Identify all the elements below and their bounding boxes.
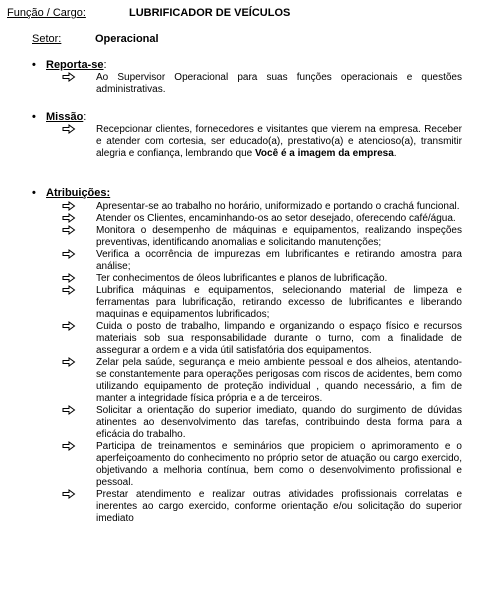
missao-items (32, 124, 462, 160)
list-item (32, 321, 462, 357)
list-item (32, 213, 462, 225)
list-item (32, 124, 462, 160)
list-item-text (96, 124, 462, 160)
section-title-missao (32, 111, 462, 124)
arrow-right-icon (62, 321, 76, 331)
list-item-text: Ter conhecimentos de óleos lubrificantes e planos de lubrificação. (96, 273, 388, 284)
arrow-right-icon (62, 405, 76, 415)
list-item-text: Participa de treinamentos e seminários que propiciem o aprimoramento e o aperfeiçoamento do conhecimento no próprio setor de atuação ou cargo exercido, objetivando a melhoria contínua, bem como o desenvolvimento profissional e pessoal. (96, 441, 462, 488)
list-item-text: Prestar atendimento e realizar outras atividades profissionais correlatas e inerentes ao cargo exercido, conforme orientação e/ou solicitação do superior imediato (96, 489, 462, 524)
list-item (32, 225, 462, 249)
sector-row (32, 33, 159, 46)
list-item (32, 405, 462, 441)
list-item (32, 249, 462, 273)
section-title-colon: : (103, 59, 107, 71)
arrow-right-icon (62, 225, 76, 235)
arrow-right-icon (62, 357, 76, 367)
section-title-atribuicoes (32, 187, 462, 200)
section-title-text: Reporta-se (46, 59, 104, 71)
section-title-colon: : (83, 111, 87, 123)
arrow-right-icon (62, 124, 76, 134)
list-item (32, 72, 462, 96)
list-item (32, 201, 462, 213)
list-item (32, 273, 462, 285)
list-item-text: Lubrifica máquinas e equipamentos, selecionando material de limpeza e ferramentas para lubrificação, retirando excesso de lubrificantes e liberando maquinas e equipamentos lubrificados; (96, 285, 462, 320)
list-item-text: Cuida o posto de trabalho, limpando e organizando o espaço físico e recursos materiais sob sua responsabilidade durante o turno, com a finalidade de assegurar a ordem e a vida útil satisfatória dos equipamentos. (96, 321, 462, 356)
list-item-text: Ao Supervisor Operacional para suas funções operacionais e questões administrativas. (96, 72, 462, 95)
job-title-value: LUBRIFICADOR DE VEÍCULOS (129, 7, 291, 19)
list-item-text: Atender os Clientes, encaminhando-os ao setor desejado, oferecendo café/água. (96, 213, 456, 224)
atribuicoes-items (32, 201, 462, 525)
sector-label: Setor: (32, 33, 62, 45)
list-item-text: Solicitar a orientação do superior imediato, quando do surgimento de dúvidas atinentes ao desenvolvimento das tarefas, contribuindo desta forma para a eficácia do trabalho. (96, 405, 462, 440)
job-title-row (7, 7, 291, 20)
arrow-right-icon (62, 249, 76, 259)
missao-emphasis: Você é a imagem da empresa (255, 148, 394, 159)
list-item (32, 285, 462, 321)
section-atribuicoes (32, 187, 462, 525)
missao-end: . (393, 148, 397, 159)
missao-text: Recepcionar clientes, fornecedores e visitantes que vierem na empresa. Receber e atender com cortesia, ser educado(a), prestativo(a) e atencioso(a), transmitir alegria e confiança, lembrando que (96, 124, 462, 159)
list-item-text: Verifica a ocorrência de impurezas em lubrificantes e retirando amostra para análise; (96, 249, 462, 272)
round-bullet-icon: • (32, 187, 36, 199)
list-item (32, 441, 462, 489)
arrow-right-icon (62, 213, 76, 223)
list-item (32, 489, 462, 525)
list-item-text: Apresentar-se ao trabalho no horário, uniformizado e portando o crachá funcional. (96, 201, 460, 212)
arrow-right-icon (62, 201, 76, 211)
section-reporta (32, 59, 462, 96)
section-title-text: Atribuições: (46, 187, 111, 199)
round-bullet-icon: • (32, 111, 36, 123)
reporta-items (32, 72, 462, 96)
list-item (32, 357, 462, 405)
arrow-right-icon (62, 273, 76, 283)
sector-value: Operacional (95, 33, 159, 45)
section-title-reporta (32, 59, 462, 72)
section-missao (32, 111, 462, 160)
job-title-label: Função / Cargo: (7, 7, 86, 19)
arrow-right-icon (62, 72, 76, 82)
arrow-right-icon (62, 441, 76, 451)
list-item-text: Monitora o desempenho de máquinas e equipamentos, realizando inspeções preventivas, identificando anomalias e solicitando manutenções; (96, 225, 462, 248)
arrow-right-icon (62, 489, 76, 499)
arrow-right-icon (62, 285, 76, 295)
section-title-text: Missão (46, 111, 84, 123)
list-item-text: Zelar pela saúde, segurança e meio ambiente pessoal e dos alheios, atentando-se constantemente para operações perigosas com riscos de acidentes, bem como utilizando equipamento de proteção individual , quando necessário, a fim de manter a integridade física própria e a de terceiros. (96, 357, 462, 404)
round-bullet-icon: • (32, 59, 36, 71)
